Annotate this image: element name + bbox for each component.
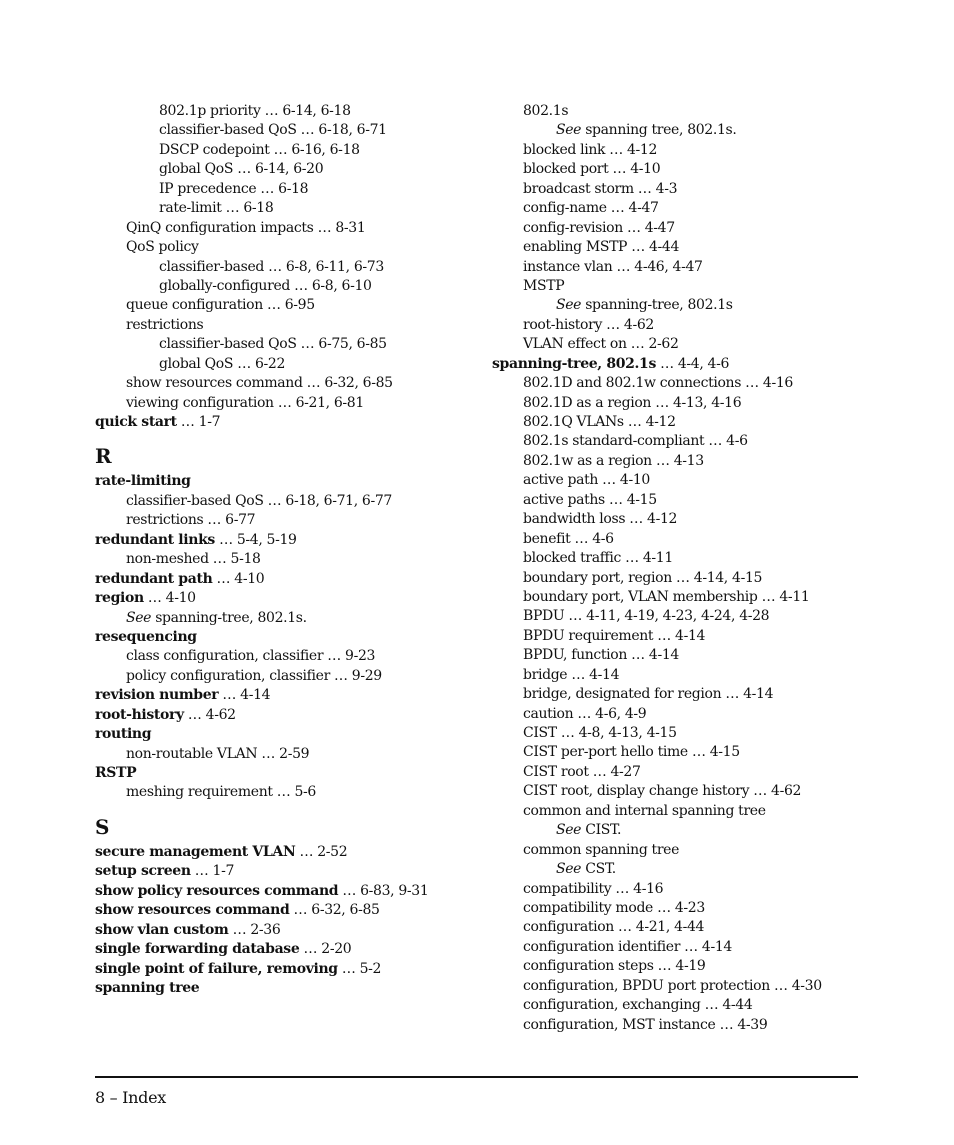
index-main-entry <box>95 843 485 862</box>
index-term: spanning tree <box>95 979 200 996</box>
index-sub-entry <box>95 296 485 315</box>
index-sub-entry <box>492 607 912 626</box>
index-term: secure management VLAN <box>95 843 296 860</box>
index-sub-entry <box>492 199 912 218</box>
index-entry-text: … 6-83, 9-31 <box>338 882 429 899</box>
index-entry-text: meshing requirement … 5-6 <box>126 784 316 801</box>
index-entry-text: … 5-2 <box>337 960 382 977</box>
index-entry-text: 802.1Q VLANs … 4-12 <box>523 414 676 430</box>
index-entry-text: boundary port, VLAN membership … 4-11 <box>523 588 810 605</box>
index-term: redundant path <box>95 570 213 587</box>
index-entry-text: config-name … 4-47 <box>523 200 659 217</box>
index-main-entry <box>95 764 485 783</box>
index-main-entry <box>95 589 485 608</box>
index-sub-entry <box>492 219 912 238</box>
index-entry-text: spanning-tree, 802.1s <box>581 297 733 314</box>
index-column-right <box>492 102 912 1035</box>
index-sub-entry <box>492 549 912 568</box>
index-term: single point of failure, removing <box>95 960 338 977</box>
index-sub-entry <box>492 724 912 743</box>
index-sub-entry <box>492 141 912 160</box>
index-entry-text: classifier-based … 6-8, 6-11, 6-73 <box>159 258 384 275</box>
index-term: quick start <box>95 414 177 430</box>
see-reference-label: See <box>556 297 582 314</box>
see-reference-label: See <box>126 609 152 626</box>
index-entry-text: show resources command … 6-32, 6-85 <box>126 375 393 392</box>
index-sub-entry <box>492 432 912 451</box>
index-entry-text: configuration, BPDU port protection … 4-30 <box>523 977 822 994</box>
index-sub-entry <box>492 705 912 724</box>
index-sub-entry <box>492 316 912 335</box>
index-entry-text: spanning-tree, 802.1s. <box>151 609 307 626</box>
index-entry-text: classifier-based QoS … 6-18, 6-71, 6-77 <box>126 492 392 509</box>
index-entry-text: blocked link … 4-12 <box>523 141 658 158</box>
index-entry-text: bandwidth loss … 4-12 <box>523 511 678 528</box>
index-main-entry <box>95 940 485 959</box>
index-entry-text: … 2-36 <box>228 921 281 938</box>
index-entry-text: configuration, MST instance … 4-39 <box>523 1016 768 1033</box>
section-letter-heading: S <box>95 814 110 839</box>
index-sub-entry <box>492 471 912 490</box>
index-sub-entry <box>492 918 912 937</box>
index-entry-text: config-revision … 4-47 <box>523 219 675 236</box>
index-main-entry <box>95 862 485 881</box>
index-sub-entry <box>95 277 485 296</box>
index-sub-entry <box>95 316 485 335</box>
index-term: show resources command <box>95 902 290 919</box>
index-term: region <box>95 590 144 607</box>
index-sub-entry <box>492 782 912 801</box>
see-reference-label: See <box>556 122 582 139</box>
index-sub-entry <box>492 335 912 354</box>
index-entry-text: classifier-based QoS … 6-18, 6-71 <box>159 122 387 139</box>
index-entry-text: instance vlan … 4-46, 4-47 <box>523 258 703 275</box>
index-sub-entry <box>95 180 485 199</box>
index-main-entry <box>95 979 485 998</box>
index-main-entry <box>95 960 485 979</box>
index-entry-text: caution … 4-6, 4-9 <box>523 705 647 722</box>
index-sub-entry <box>492 899 912 918</box>
index-entry-text: configuration steps … 4-19 <box>523 958 706 975</box>
index-entry-text: … 1-7 <box>190 863 235 880</box>
index-entry-text: IP precedence … 6-18 <box>159 180 309 197</box>
index-entry-text: configuration … 4-21, 4-44 <box>523 919 705 936</box>
index-sub-entry <box>492 841 912 860</box>
index-sub-entry <box>95 355 485 374</box>
index-entry-text: non-routable VLAN … 2-59 <box>126 745 310 762</box>
index-entry-text: benefit … 4-6 <box>523 530 614 547</box>
index-entry-text: 802.1D and 802.1w connections … 4-16 <box>523 375 793 392</box>
index-entry-text: compatibility … 4-16 <box>523 880 664 897</box>
index-entry-text: … 1-7 <box>176 414 221 430</box>
index-entry-text: rate-limit … 6-18 <box>159 200 274 217</box>
index-main-entry <box>95 686 485 705</box>
index-entry-text: bridge, designated for region … 4-14 <box>523 686 774 703</box>
index-entry-text: … 5-4, 5-19 <box>214 531 297 548</box>
index-sub-entry <box>95 511 485 530</box>
index-entry-text: common and internal spanning tree <box>523 802 766 819</box>
index-entry-text: restrictions <box>126 316 204 333</box>
index-sub-entry <box>492 627 912 646</box>
index-sub-entry <box>492 1016 912 1035</box>
index-entry-text: spanning tree, 802.1s. <box>581 122 737 139</box>
index-sub-entry <box>492 394 912 413</box>
index-sub-entry <box>95 647 485 666</box>
index-sub-entry <box>95 374 485 393</box>
index-term: root-history <box>95 706 184 723</box>
index-entry-text: 802.1D as a region … 4-13, 4-16 <box>523 394 742 411</box>
index-sub-entry <box>492 530 912 549</box>
index-entry-text: QoS policy <box>126 239 199 256</box>
index-main-entry <box>95 570 485 589</box>
index-sub-entry <box>492 880 912 899</box>
index-sub-entry <box>492 666 912 685</box>
index-entry-text: enabling MSTP … 4-44 <box>523 239 680 256</box>
index-term: rate-limiting <box>95 473 191 490</box>
index-main-entry <box>95 413 485 432</box>
index-entry-text: blocked port … 4-10 <box>523 161 661 178</box>
index-sub-entry <box>95 335 485 354</box>
index-entry-text: queue configuration … 6-95 <box>126 297 315 314</box>
index-sub-entry <box>492 452 912 471</box>
index-entry-text: BPDU, function … 4-14 <box>523 647 679 664</box>
index-sub-entry <box>492 569 912 588</box>
index-entry-text: 802.1p priority … 6-14, 6-18 <box>159 103 351 119</box>
index-term: routing <box>95 726 152 743</box>
index-sub-entry <box>492 977 912 996</box>
index-entry-text: CIST. <box>581 822 622 839</box>
index-sub-entry <box>95 199 485 218</box>
index-main-entry <box>95 531 485 550</box>
index-sub-entry <box>95 121 485 140</box>
index-entry-text: blocked traffic … 4-11 <box>523 550 673 567</box>
index-sub-entry <box>492 646 912 665</box>
index-sub-entry <box>95 783 485 802</box>
index-sub-entry <box>492 296 912 315</box>
index-entry-text: QinQ configuration impacts … 8-31 <box>126 219 366 236</box>
index-entry-text: global QoS … 6-14, 6-20 <box>159 161 324 178</box>
index-sub-entry <box>492 802 912 821</box>
index-entry-text: bridge … 4-14 <box>523 666 620 683</box>
index-entry-text: CST. <box>581 861 616 878</box>
index-entry-text: CIST root … 4-27 <box>523 763 641 780</box>
index-sub-entry <box>95 745 485 764</box>
index-entry-text: class configuration, classifier … 9-23 <box>126 648 376 665</box>
index-entry-text: configuration, exchanging … 4-44 <box>523 997 753 1014</box>
index-entry-text: … 2-20 <box>299 941 352 958</box>
index-entry-text: policy configuration, classifier … 9-29 <box>126 667 382 684</box>
index-sub-entry <box>492 938 912 957</box>
index-term: show vlan custom <box>95 921 229 938</box>
index-entry-text: … 6-32, 6-85 <box>289 902 380 919</box>
index-term: spanning-tree, 802.1s <box>492 355 656 372</box>
index-main-entry <box>95 706 485 725</box>
index-sub-entry <box>492 821 912 840</box>
index-sub-entry <box>492 413 912 432</box>
index-term: single forwarding database <box>95 941 300 958</box>
index-entry-text: BPDU requirement … 4-14 <box>523 627 706 644</box>
index-sub-entry <box>492 374 912 393</box>
index-sub-entry <box>492 510 912 529</box>
index-entry-text: … 4-4, 4-6 <box>655 355 730 372</box>
index-sub-entry <box>492 860 912 879</box>
index-entry-text: active paths … 4-15 <box>523 491 657 508</box>
see-reference-label: See <box>556 861 582 878</box>
index-term: redundant links <box>95 531 215 548</box>
index-entry-text: broadcast storm … 4-3 <box>523 180 678 197</box>
index-sub-entry <box>95 609 485 628</box>
index-entry-text: CIST … 4-8, 4-13, 4-15 <box>523 725 677 741</box>
index-sub-entry <box>492 588 912 607</box>
index-entry-text: global QoS … 6-22 <box>159 355 286 372</box>
index-sub-entry <box>95 238 485 257</box>
index-entry-text: DSCP codepoint … 6-16, 6-18 <box>159 141 360 158</box>
index-entry-text: common spanning tree <box>523 841 680 858</box>
index-sub-entry <box>95 667 485 686</box>
index-sub-entry <box>95 550 485 569</box>
index-main-entry <box>95 628 485 647</box>
index-entry-text: compatibility mode … 4-23 <box>523 899 705 916</box>
index-entry-text: non-meshed … 5-18 <box>126 551 261 568</box>
index-main-entry <box>492 355 912 374</box>
index-sub-entry <box>492 180 912 199</box>
index-entry-text: classifier-based QoS … 6-75, 6-85 <box>159 336 387 353</box>
index-main-entry <box>95 901 485 920</box>
index-term: revision number <box>95 687 219 704</box>
index-sub-entry <box>95 160 485 179</box>
index-entry-text: 802.1s standard-compliant … 4-6 <box>523 433 748 450</box>
index-term: show policy resources command <box>95 882 339 899</box>
index-sub-entry <box>492 685 912 704</box>
index-entry-text: boundary port, region … 4-14, 4-15 <box>523 569 763 586</box>
index-sub-entry <box>492 102 912 121</box>
page-footer-label: 8 – Index <box>95 1088 167 1107</box>
index-entry-text: CIST per-port hello time … 4-15 <box>523 744 740 761</box>
index-entry-text: viewing configuration … 6-21, 6-81 <box>126 394 364 411</box>
index-entry-text: active path … 4-10 <box>523 472 650 489</box>
see-reference-label: See <box>556 822 582 839</box>
index-entry-text: … 4-62 <box>183 706 236 723</box>
index-sub-entry <box>95 141 485 160</box>
index-term: RSTP <box>95 765 137 781</box>
index-entry-text: 802.1s <box>523 103 569 119</box>
index-entry-text: VLAN effect on … 2-62 <box>523 336 679 353</box>
index-main-entry <box>95 921 485 940</box>
index-sub-entry <box>492 121 912 140</box>
index-sub-entry <box>492 763 912 782</box>
section-letter-heading: R <box>95 444 112 469</box>
index-sub-entry <box>492 996 912 1015</box>
index-entry-text: MSTP <box>523 277 565 294</box>
index-main-entry <box>95 472 485 491</box>
index-sub-entry <box>492 160 912 179</box>
index-entry-text: restrictions … 6-77 <box>126 512 256 529</box>
index-sub-entry <box>95 102 485 121</box>
index-sub-entry <box>492 743 912 762</box>
index-sub-entry <box>492 258 912 277</box>
index-sub-entry <box>95 258 485 277</box>
index-entry-text: configuration identifier … 4-14 <box>523 938 732 955</box>
index-sub-entry <box>492 238 912 257</box>
index-sub-entry <box>492 957 912 976</box>
index-entry-text: … 4-14 <box>218 687 271 704</box>
index-entry-text: … 4-10 <box>212 570 265 587</box>
index-term: resequencing <box>95 628 197 645</box>
index-entry-text: … 2-52 <box>295 843 348 860</box>
index-main-entry <box>95 725 485 744</box>
index-term: setup screen <box>95 863 191 880</box>
index-column-left <box>95 102 485 998</box>
index-entry-text: globally-configured … 6-8, 6-10 <box>159 277 372 294</box>
index-entry-text: BPDU … 4-11, 4-19, 4-23, 4-24, 4-28 <box>523 608 770 625</box>
index-sub-entry <box>492 491 912 510</box>
index-sub-entry <box>492 277 912 296</box>
index-entry-text: … 4-10 <box>143 590 196 607</box>
index-sub-entry <box>95 492 485 511</box>
index-entry-text: root-history … 4-62 <box>523 316 654 333</box>
index-main-entry <box>95 882 485 901</box>
index-sub-entry <box>95 394 485 413</box>
index-entry-text: 802.1w as a region … 4-13 <box>523 452 704 469</box>
footer-divider <box>95 1076 858 1078</box>
index-sub-entry <box>95 219 485 238</box>
index-entry-text: CIST root, display change history … 4-62 <box>523 783 802 800</box>
